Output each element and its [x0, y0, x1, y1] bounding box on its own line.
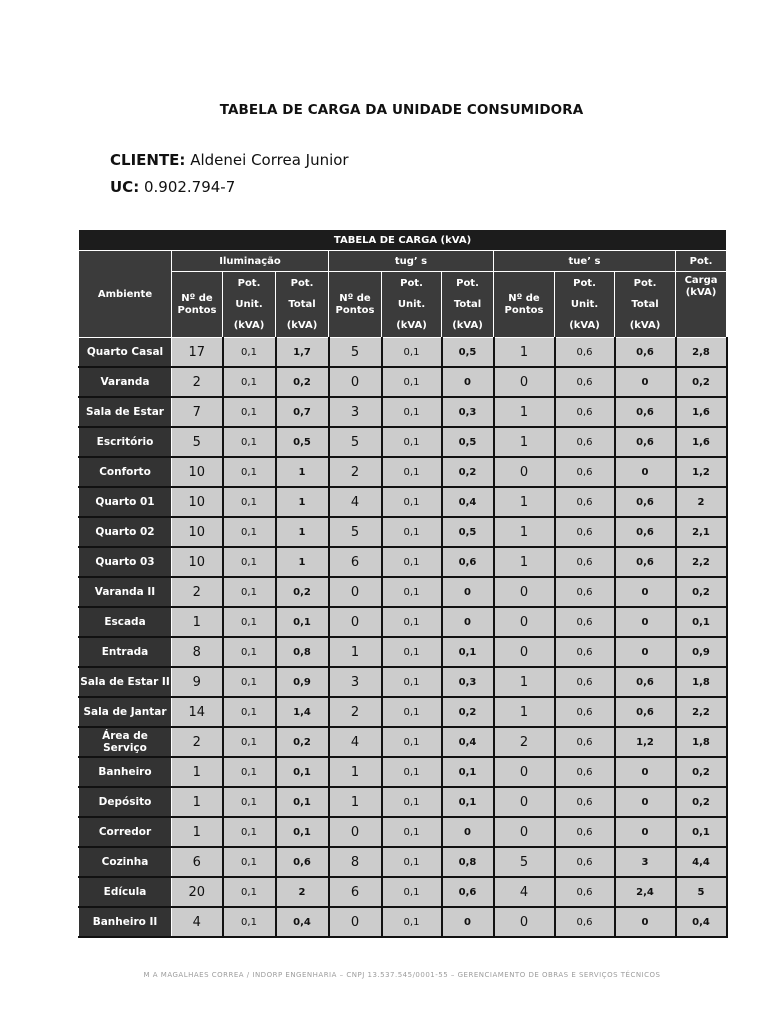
cell-tue-u: 0,6 — [555, 577, 615, 607]
cell-il-n: 6 — [172, 847, 223, 877]
header-line: (kVA) — [233, 320, 265, 331]
table-row — [79, 607, 727, 637]
cell-il-t: 1 — [276, 547, 329, 577]
row-ambiente: Área de Serviço — [79, 727, 172, 757]
cell-tug-n: 1 — [329, 757, 382, 787]
cell-tue-u: 0,6 — [555, 547, 615, 577]
cell-il-u: 0,1 — [223, 697, 276, 727]
row-ambiente: Quarto 01 — [79, 487, 172, 517]
table-row — [79, 817, 727, 847]
cell-tue-n: 5 — [494, 847, 555, 877]
cell-tue-u: 0,6 — [555, 727, 615, 757]
cell-il-t: 1 — [276, 457, 329, 487]
header-n-pontos-text: Nº de Pontos — [177, 292, 217, 316]
cell-il-n: 14 — [172, 697, 223, 727]
cell-carga: 1,6 — [676, 427, 727, 457]
cell-tue-t: 3 — [615, 847, 676, 877]
header-carga — [676, 272, 727, 338]
cell-il-n: 8 — [172, 637, 223, 667]
cell-tug-t: 0 — [442, 367, 494, 397]
cell-tug-t: 0,4 — [442, 727, 494, 757]
cell-tug-u: 0,1 — [382, 427, 442, 457]
table-row — [79, 457, 727, 487]
cell-tue-t: 0 — [615, 637, 676, 667]
cell-carga: 0,2 — [676, 367, 727, 397]
cell-tug-t: 0,6 — [442, 877, 494, 907]
cell-tue-n: 2 — [494, 727, 555, 757]
cell-tue-n: 0 — [494, 637, 555, 667]
cell-tug-t: 0,4 — [442, 487, 494, 517]
cell-tue-n: 1 — [494, 487, 555, 517]
cell-tug-n: 3 — [329, 397, 382, 427]
header-n-pontos-text: Nº de Pontos — [504, 292, 544, 316]
cell-tue-u: 0,6 — [555, 427, 615, 457]
cell-tug-t: 0,6 — [442, 547, 494, 577]
cell-tug-t: 0,3 — [442, 667, 494, 697]
cell-tue-u: 0,6 — [555, 907, 615, 937]
header-line: Total — [631, 299, 659, 310]
cell-tug-t: 0,5 — [442, 338, 494, 368]
cell-tug-n: 0 — [329, 607, 382, 637]
cell-tue-t: 0,6 — [615, 397, 676, 427]
cell-il-n: 10 — [172, 517, 223, 547]
cell-il-u: 0,1 — [223, 907, 276, 937]
cell-tug-t: 0,1 — [442, 787, 494, 817]
cell-tug-n: 0 — [329, 907, 382, 937]
uc-number: 0.902.794-7 — [143, 178, 236, 196]
cell-il-u: 0,1 — [223, 547, 276, 577]
cell-tug-n: 5 — [329, 517, 382, 547]
cell-tug-n: 4 — [329, 727, 382, 757]
cell-tug-t: 0,1 — [442, 757, 494, 787]
cell-tug-u: 0,1 — [382, 817, 442, 847]
cell-tue-t: 0 — [615, 787, 676, 817]
table-row — [79, 487, 727, 517]
cell-il-n: 1 — [172, 817, 223, 847]
cell-tue-n: 0 — [494, 607, 555, 637]
header-pot-total — [276, 272, 329, 338]
header-carga-text: Carga (kVA) — [684, 275, 718, 298]
cell-tue-t: 0,6 — [615, 547, 676, 577]
cell-tug-u: 0,1 — [382, 367, 442, 397]
header-line: Pot. — [400, 278, 423, 289]
header-line: Pot. — [456, 278, 479, 289]
cell-il-n: 1 — [172, 757, 223, 787]
cell-tug-t: 0,3 — [442, 397, 494, 427]
cell-tug-u: 0,1 — [382, 338, 442, 368]
cell-carga: 0,1 — [676, 607, 727, 637]
cell-tue-u: 0,6 — [555, 607, 615, 637]
header-ambiente: Ambiente — [79, 251, 172, 338]
table-row — [79, 517, 727, 547]
cell-tug-t: 0 — [442, 907, 494, 937]
header-line: Unit. — [570, 299, 599, 310]
table-row — [79, 367, 727, 397]
cell-carga: 1,8 — [676, 727, 727, 757]
cell-il-n: 2 — [172, 577, 223, 607]
cell-tug-u: 0,1 — [382, 577, 442, 607]
cell-il-t: 0,1 — [276, 817, 329, 847]
cell-tug-u: 0,1 — [382, 697, 442, 727]
cell-tug-u: 0,1 — [382, 667, 442, 697]
cell-il-u: 0,1 — [223, 367, 276, 397]
row-ambiente: Sala de Estar II — [79, 667, 172, 697]
row-ambiente: Varanda II — [79, 577, 172, 607]
cell-carga: 2,2 — [676, 697, 727, 727]
cell-il-u: 0,1 — [223, 338, 276, 368]
header-line: (kVA) — [396, 320, 427, 331]
cell-tug-n: 6 — [329, 547, 382, 577]
cell-tug-t: 0 — [442, 607, 494, 637]
cell-tue-u: 0,6 — [555, 817, 615, 847]
cell-tue-t: 0,6 — [615, 427, 676, 457]
row-ambiente: Quarto 03 — [79, 547, 172, 577]
cell-tue-t: 1,2 — [615, 727, 676, 757]
cell-tue-u: 0,6 — [555, 697, 615, 727]
cell-il-u: 0,1 — [223, 877, 276, 907]
row-ambiente: Banheiro II — [79, 907, 172, 937]
cell-il-n: 10 — [172, 457, 223, 487]
client-name: Aldenei Correa Junior — [190, 151, 349, 169]
cell-tug-u: 0,1 — [382, 607, 442, 637]
header-n-pontos — [494, 272, 555, 338]
cell-tue-t: 0,6 — [615, 667, 676, 697]
cell-tue-u: 0,6 — [555, 367, 615, 397]
cell-tug-u: 0,1 — [382, 397, 442, 427]
row-ambiente: Escritório — [79, 427, 172, 457]
cell-carga: 2,2 — [676, 547, 727, 577]
cell-il-t: 1,7 — [276, 338, 329, 368]
cell-il-n: 2 — [172, 727, 223, 757]
document-title: TABELA DE CARGA DA UNIDADE CONSUMIDORA — [219, 102, 584, 118]
cell-carga: 0,1 — [676, 817, 727, 847]
cell-tug-u: 0,1 — [382, 457, 442, 487]
uc-line — [110, 178, 235, 196]
cell-tue-t: 2,4 — [615, 877, 676, 907]
header-iluminacao: Iluminação — [172, 251, 329, 272]
cell-tue-u: 0,6 — [555, 637, 615, 667]
row-ambiente: Conforto — [79, 457, 172, 487]
header-n-pontos — [329, 272, 382, 338]
cell-carga: 1,2 — [676, 457, 727, 487]
cell-tue-t: 0 — [615, 757, 676, 787]
cell-tug-t: 0 — [442, 817, 494, 847]
header-line: Total — [288, 299, 316, 310]
table-row — [79, 697, 727, 727]
cell-tug-t: 0 — [442, 577, 494, 607]
cell-il-t: 0,1 — [276, 757, 329, 787]
cell-il-u: 0,1 — [223, 397, 276, 427]
cell-tue-n: 0 — [494, 367, 555, 397]
header-line: Pot. — [573, 278, 596, 289]
cell-tue-t: 0,6 — [615, 697, 676, 727]
cell-tug-n: 1 — [329, 787, 382, 817]
table-row — [79, 427, 727, 457]
cell-tug-n: 0 — [329, 367, 382, 397]
cell-il-u: 0,1 — [223, 607, 276, 637]
cell-tue-n: 0 — [494, 787, 555, 817]
cell-tug-u: 0,1 — [382, 637, 442, 667]
cell-tug-t: 0,8 — [442, 847, 494, 877]
cell-tue-u: 0,6 — [555, 487, 615, 517]
cell-il-n: 5 — [172, 427, 223, 457]
cell-tue-t: 0,6 — [615, 338, 676, 368]
client-label: CLIENTE: — [110, 151, 186, 169]
table-row — [79, 907, 727, 937]
cell-tue-n: 4 — [494, 877, 555, 907]
row-ambiente: Entrada — [79, 637, 172, 667]
header-pot-unit — [223, 272, 276, 338]
uc-label: UC: — [110, 178, 140, 196]
row-ambiente: Banheiro — [79, 757, 172, 787]
cell-il-t: 0,6 — [276, 847, 329, 877]
header-line: (kVA) — [569, 320, 600, 331]
cell-il-u: 0,1 — [223, 847, 276, 877]
cell-tue-t: 0 — [615, 907, 676, 937]
cell-tue-u: 0,6 — [555, 457, 615, 487]
header-line: Total — [453, 299, 482, 310]
header-pot-total — [615, 272, 676, 338]
table-row — [79, 757, 727, 787]
cell-il-t: 1 — [276, 517, 329, 547]
cell-tug-n: 0 — [329, 817, 382, 847]
cell-il-n: 10 — [172, 487, 223, 517]
cell-tue-n: 0 — [494, 577, 555, 607]
header-line: (kVA) — [452, 320, 483, 331]
cell-tug-u: 0,1 — [382, 847, 442, 877]
cell-il-t: 0,9 — [276, 667, 329, 697]
cell-carga: 0,2 — [676, 787, 727, 817]
cell-tue-t: 0 — [615, 367, 676, 397]
header-line: Unit. — [397, 299, 426, 310]
cell-il-u: 0,1 — [223, 817, 276, 847]
cell-tug-t: 0,1 — [442, 637, 494, 667]
row-ambiente: Corredor — [79, 817, 172, 847]
header-n-pontos-text: Nº de Pontos — [335, 292, 375, 316]
cell-il-u: 0,1 — [223, 487, 276, 517]
cell-tug-u: 0,1 — [382, 877, 442, 907]
cell-il-t: 0,5 — [276, 427, 329, 457]
cell-tue-u: 0,6 — [555, 757, 615, 787]
cell-il-t: 0,1 — [276, 787, 329, 817]
cell-il-n: 17 — [172, 338, 223, 368]
cell-il-t: 0,8 — [276, 637, 329, 667]
cell-tue-u: 0,6 — [555, 338, 615, 368]
cell-tue-u: 0,6 — [555, 787, 615, 817]
cell-il-t: 0,4 — [276, 907, 329, 937]
cell-tue-u: 0,6 — [555, 877, 615, 907]
row-ambiente: Edícula — [79, 877, 172, 907]
cell-carga: 0,4 — [676, 907, 727, 937]
table-row — [79, 637, 727, 667]
cell-tue-t: 0,6 — [615, 487, 676, 517]
cell-tug-n: 1 — [329, 637, 382, 667]
row-ambiente: Escada — [79, 607, 172, 637]
cell-tue-n: 1 — [494, 397, 555, 427]
cell-il-n: 4 — [172, 907, 223, 937]
cell-tue-t: 0 — [615, 577, 676, 607]
cell-tug-u: 0,1 — [382, 907, 442, 937]
cell-tue-n: 0 — [494, 907, 555, 937]
cell-il-t: 1,4 — [276, 697, 329, 727]
cell-tug-u: 0,1 — [382, 487, 442, 517]
cell-tue-n: 1 — [494, 697, 555, 727]
header-line: (kVA) — [629, 320, 661, 331]
cell-il-u: 0,1 — [223, 427, 276, 457]
cell-il-n: 9 — [172, 667, 223, 697]
cell-il-n: 10 — [172, 547, 223, 577]
cell-il-u: 0,1 — [223, 757, 276, 787]
cell-tug-t: 0,5 — [442, 517, 494, 547]
cell-carga: 0,2 — [676, 577, 727, 607]
cell-tue-t: 0 — [615, 817, 676, 847]
cell-tue-u: 0,6 — [555, 847, 615, 877]
cell-tug-u: 0,1 — [382, 757, 442, 787]
cell-tue-n: 1 — [494, 547, 555, 577]
cell-tue-t: 0 — [615, 457, 676, 487]
cell-tug-n: 0 — [329, 577, 382, 607]
cell-carga: 1,8 — [676, 667, 727, 697]
cell-il-t: 0,7 — [276, 397, 329, 427]
header-line: Pot. — [633, 278, 657, 289]
cell-tue-t: 0 — [615, 607, 676, 637]
cell-carga: 2 — [676, 487, 727, 517]
cell-carga: 0,2 — [676, 757, 727, 787]
cell-tue-t: 0,6 — [615, 517, 676, 547]
cell-il-u: 0,1 — [223, 787, 276, 817]
cell-tug-u: 0,1 — [382, 547, 442, 577]
cell-il-n: 20 — [172, 877, 223, 907]
cell-tue-n: 0 — [494, 757, 555, 787]
table-row — [79, 667, 727, 697]
cell-il-u: 0,1 — [223, 727, 276, 757]
cell-tue-n: 1 — [494, 517, 555, 547]
cell-tue-n: 1 — [494, 667, 555, 697]
table-caption: TABELA DE CARGA (kVA) — [79, 230, 727, 251]
row-ambiente: Depósito — [79, 787, 172, 817]
header-line: Unit. — [235, 299, 263, 310]
cell-tug-n: 5 — [329, 427, 382, 457]
cell-tug-t: 0,2 — [442, 697, 494, 727]
cell-carga: 0,9 — [676, 637, 727, 667]
client-line — [110, 151, 349, 169]
cell-il-t: 0,1 — [276, 607, 329, 637]
cell-il-t: 2 — [276, 877, 329, 907]
cell-tug-n: 8 — [329, 847, 382, 877]
header-pot-unit — [555, 272, 615, 338]
table-row — [79, 397, 727, 427]
header-tugs: tug’ s — [329, 251, 494, 272]
cell-il-t: 0,2 — [276, 727, 329, 757]
cell-il-u: 0,1 — [223, 457, 276, 487]
cell-carga: 1,6 — [676, 397, 727, 427]
cell-il-t: 1 — [276, 487, 329, 517]
table-row — [79, 847, 727, 877]
cell-il-u: 0,1 — [223, 517, 276, 547]
cell-il-u: 0,1 — [223, 637, 276, 667]
cell-tug-n: 2 — [329, 697, 382, 727]
cell-tue-u: 0,6 — [555, 667, 615, 697]
cell-carga: 5 — [676, 877, 727, 907]
row-ambiente: Quarto 02 — [79, 517, 172, 547]
table-row — [79, 727, 727, 757]
cell-tug-n: 5 — [329, 338, 382, 368]
row-ambiente: Sala de Estar — [79, 397, 172, 427]
cell-tug-u: 0,1 — [382, 787, 442, 817]
cell-tue-n: 0 — [494, 457, 555, 487]
cell-tue-n: 1 — [494, 338, 555, 368]
table-row — [79, 787, 727, 817]
cell-tue-n: 0 — [494, 817, 555, 847]
cell-carga: 2,1 — [676, 517, 727, 547]
cell-il-n: 7 — [172, 397, 223, 427]
cell-tug-t: 0,2 — [442, 457, 494, 487]
cell-tug-n: 2 — [329, 457, 382, 487]
cell-il-u: 0,1 — [223, 577, 276, 607]
header-line: Pot. — [237, 278, 261, 289]
cell-tue-u: 0,6 — [555, 517, 615, 547]
table-row — [79, 547, 727, 577]
cell-tug-t: 0,5 — [442, 427, 494, 457]
row-ambiente: Quarto Casal — [79, 338, 172, 368]
header-tues: tue’ s — [494, 251, 676, 272]
row-ambiente: Sala de Jantar — [79, 697, 172, 727]
header-n-pontos — [172, 272, 223, 338]
cell-carga: 4,4 — [676, 847, 727, 877]
cell-tue-u: 0,6 — [555, 397, 615, 427]
header-pot-total — [442, 272, 494, 338]
load-table — [78, 229, 728, 938]
cell-tug-u: 0,1 — [382, 517, 442, 547]
header-pot-unit — [382, 272, 442, 338]
cell-carga: 2,8 — [676, 338, 727, 368]
cell-tug-n: 6 — [329, 877, 382, 907]
cell-il-n: 1 — [172, 787, 223, 817]
cell-il-n: 1 — [172, 607, 223, 637]
cell-il-u: 0,1 — [223, 667, 276, 697]
cell-tug-n: 4 — [329, 487, 382, 517]
table-row — [79, 577, 727, 607]
cell-tug-n: 3 — [329, 667, 382, 697]
table-row — [79, 338, 727, 368]
header-line: Pot. — [290, 278, 314, 289]
row-ambiente: Varanda — [79, 367, 172, 397]
row-ambiente: Cozinha — [79, 847, 172, 877]
cell-tug-u: 0,1 — [382, 727, 442, 757]
header-pot: Pot. — [676, 251, 727, 272]
cell-il-n: 2 — [172, 367, 223, 397]
cell-il-t: 0,2 — [276, 367, 329, 397]
cell-tue-n: 1 — [494, 427, 555, 457]
footer-text: M A MAGALHAES CORREA / INDORP ENGENHARIA – CNPJ 13.537.545/0001-55 – GERENCIAMENTO DE OBRAS E SERVIÇOS TÉCNICOS — [143, 971, 661, 979]
table-row — [79, 877, 727, 907]
cell-il-t: 0,2 — [276, 577, 329, 607]
header-line: (kVA) — [286, 320, 318, 331]
